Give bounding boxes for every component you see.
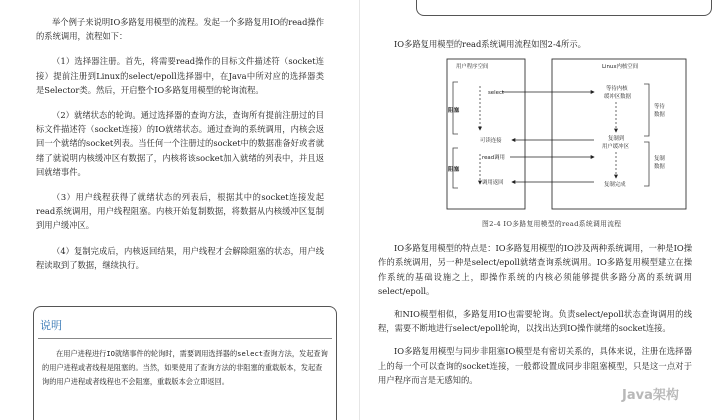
note-body: 在用户进程进行IO就绪事件的轮询时，需要调用选择器的select查询方法，发起查询的用户进程或者线程是阻塞的。当然，如果使用了查询方法的非阻塞的重载版本，发起查询的用户进程或者线程也不会阻塞，重载版本会立即返回。 bbox=[42, 349, 328, 386]
copy-line-1: 复制到 bbox=[608, 136, 625, 142]
select-label: select bbox=[488, 90, 505, 96]
previous-note-box-bottom bbox=[416, 0, 712, 16]
kernel-space-label: Linux内核空间 bbox=[602, 64, 639, 70]
note-title: 说明 bbox=[40, 319, 62, 332]
copy-data-brace bbox=[644, 142, 649, 186]
block-label-2: 阻塞 bbox=[448, 167, 460, 173]
user-space-label: 用户程序空间 bbox=[456, 64, 489, 70]
wait-data-line-1: 等待 bbox=[654, 104, 665, 110]
figure-caption: 图2-4 IO多路复用模型的read系统调用流程 bbox=[482, 220, 622, 228]
left-paragraph-1: 举个例子来说明IO多路复用模型的流程。发起一个多路复用IO的read操作的系统调用，流程如下： bbox=[36, 17, 324, 42]
io-multiplexing-diagram bbox=[444, 56, 688, 212]
copy-line-2: 用户缓冲区 bbox=[602, 144, 629, 150]
left-paragraph-4: （3）用户线程获得了就绪状态的列表后，根据其中的socket连接发起read系统调用，用户线程阻塞。内核开始复制数据，将数据从内核缓冲区复制到用户缓冲区。 bbox=[36, 192, 324, 231]
call-return-label: 调用返回 bbox=[482, 180, 504, 186]
wait-data-line-2: 数据 bbox=[654, 112, 665, 118]
wait-buffer-line-2: 缓冲区数据 bbox=[604, 94, 631, 100]
copy-data-line-2: 数据 bbox=[654, 164, 665, 170]
user-space-box bbox=[447, 59, 525, 209]
copy-done-label: 复制完成 bbox=[604, 182, 626, 188]
wait-data-brace bbox=[644, 84, 649, 136]
note-divider bbox=[38, 338, 332, 339]
right-paragraph-1: IO多路复用模型的特点是：IO多路复用模型的IO涉及两种系统调用，一种是IO操作的系统调用，另一种是select/epoll就绪查询系统调用。IO多路复用模型建立在操作系统的基础设施之上，即操作系统的内核必须能够提供多路分离的系统调用select/epoll。 bbox=[378, 243, 692, 296]
right-paragraph-3: IO多路复用模型与同步非阻塞IO模型是有密切关系的，具体来说，注册在选择器上的每一个可以查询的socket连接，一般都设置成同步非阻塞模型，只是这一点对于用户程序而言是无感知的。 bbox=[378, 346, 692, 385]
left-paragraph-2: （1）选择器注册。首先，将需要read操作的目标文件描述符（socket连接）提前注册到Linux的select/epoll选择器中，在Java中所对应的选择器类是Selector类。然后，开启整个IO多路复用模型的轮询流程。 bbox=[36, 56, 324, 95]
left-paragraph-5: （4）复制完成后，内核返回结果，用户线程才会解除阻塞的状态，用户线程读取到了数据，继续执行。 bbox=[36, 245, 324, 270]
read-call-label: read调用 bbox=[482, 155, 505, 161]
right-paragraph-2: 和NIO模型相似，多路复用IO也需要轮询。负责select/epoll状态查询调用的线程，需要不断地进行select/epoll轮询，以找出达到IO操作就绪的socket连接。 bbox=[378, 309, 692, 334]
note-box bbox=[33, 306, 337, 420]
readable-label: 可读连接 bbox=[480, 138, 502, 144]
wait-buffer-line-1: 等待内核 bbox=[606, 86, 628, 92]
left-paragraph-3: （2）就绪状态的轮询。通过选择器的查询方法，查询所有提前注册过的目标文件描述符（socket连接）的IO就绪状态。通过查询的系统调用，内核会返回一个就绪的socket列表。当任何一个注册过的socket中的数据准备好或者就绪了就说明内核缓冲区有数据了，内核将该socket加入就绪的列表中，并且返回就绪事件。 bbox=[36, 110, 324, 177]
watermark: Java架构 bbox=[622, 388, 679, 403]
copy-data-line-1: 复制 bbox=[654, 156, 665, 162]
block-label-1: 阻塞 bbox=[448, 108, 460, 114]
right-intro: IO多路复用模型的read系统调用流程如图2-4所示。 bbox=[394, 39, 586, 49]
